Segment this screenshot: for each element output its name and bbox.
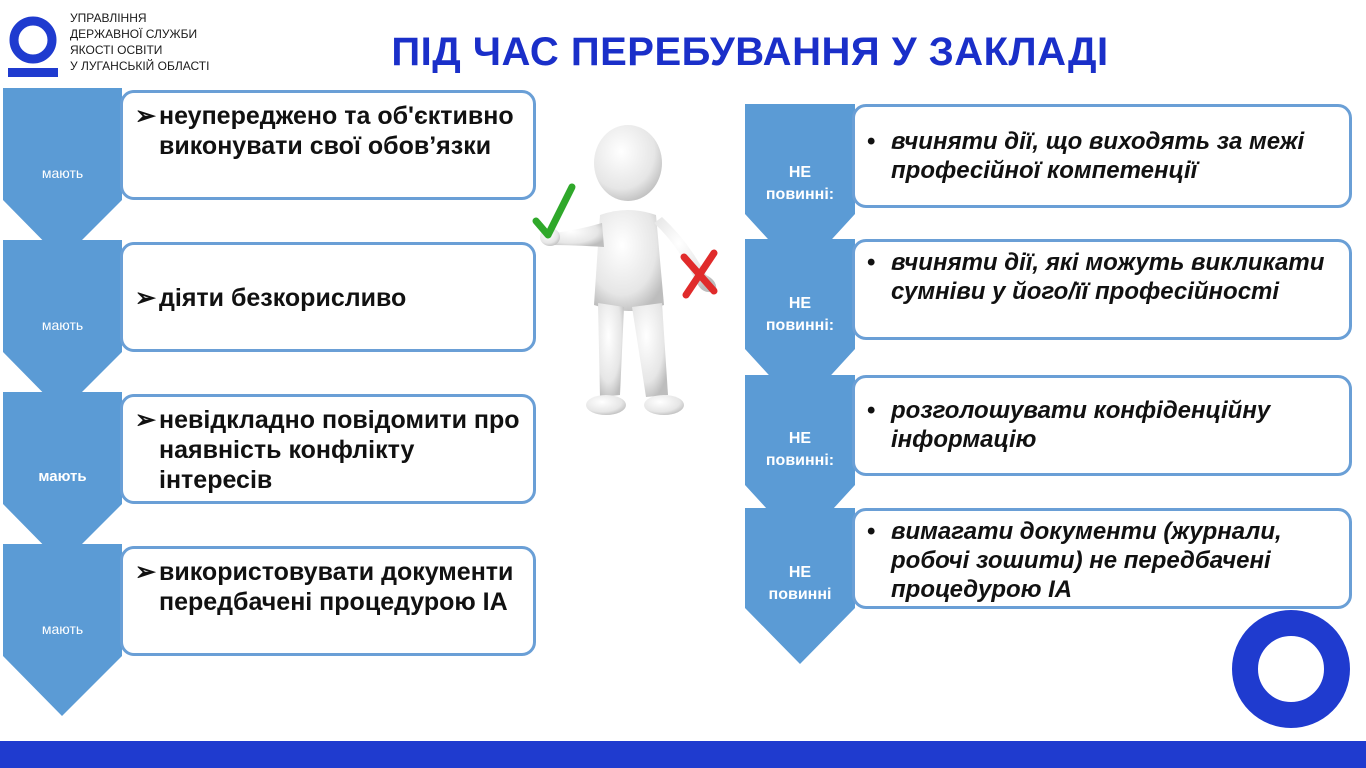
restriction-tag (745, 428, 855, 472)
restriction-text: вимагати документи (журнали, робочі зошити) не передбачені процедурою ІА (891, 518, 1282, 603)
logo-mark-icon (8, 10, 58, 80)
duty-tag: мають (41, 165, 84, 181)
duty-row (0, 88, 540, 260)
restriction-text: вчиняти дії, що виходять за межі професійної компетенції (891, 128, 1305, 184)
bullet-icon: • (867, 128, 876, 155)
restriction-box (852, 375, 1352, 476)
org-line: У ЛУГАНСЬКІЙ ОБЛАСТІ (70, 59, 210, 73)
person-figure-icon (528, 105, 738, 425)
restriction-tag (745, 293, 855, 337)
restriction-tag-line: НЕ (788, 430, 812, 447)
restriction-tag-line: повинні: (765, 317, 835, 334)
bullet-icon: • (867, 397, 876, 424)
restriction-text: вчиняти дії, які можуть викликати сумніви у його/її професійності (891, 249, 1325, 305)
restriction-box (852, 508, 1352, 609)
duty-row (0, 240, 540, 412)
restriction-tag (745, 162, 855, 206)
duty-tag: мають (41, 317, 84, 333)
cross-icon (684, 253, 714, 295)
bullet-icon: • (867, 249, 876, 276)
duty-text: діяти безкорисливо (159, 284, 407, 312)
arrow-bullet-icon: ➢ (135, 406, 156, 434)
restriction-box (852, 104, 1352, 208)
restriction-tag-line: повинні: (765, 452, 835, 469)
restriction-tag-line: повинні (768, 586, 832, 603)
restriction-tag-line: НЕ (788, 164, 812, 181)
duty-tag: мають (38, 468, 87, 485)
org-line: УПРАВЛІННЯ (70, 11, 147, 25)
duty-box (120, 546, 536, 656)
duty-text: неупереджено та об'єктивно виконувати свої обов’язки (159, 102, 514, 160)
bottom-brand-bar (0, 741, 1366, 768)
bullet-icon: • (867, 518, 876, 545)
org-line: ДЕРЖАВНОЇ СЛУЖБИ (70, 27, 198, 41)
checkmark-icon (536, 187, 572, 235)
arrow-bullet-icon: ➢ (135, 558, 156, 586)
arrow-bullet-icon: ➢ (135, 284, 156, 312)
duty-text: використовувати документи передбачені процедурою ІА (159, 558, 514, 616)
duty-box (120, 242, 536, 352)
restriction-box (852, 239, 1352, 340)
arrow-bullet-icon: ➢ (135, 102, 156, 130)
restriction-tag-line: повинні: (765, 186, 835, 203)
restriction-tag (745, 562, 855, 606)
restriction-tag-line: НЕ (788, 564, 812, 581)
organization-name (70, 10, 209, 74)
restriction-text: розголошувати конфіденційну інформацію (891, 397, 1271, 453)
duty-row (0, 544, 540, 716)
page-title: ПІД ЧАС ПЕРЕБУВАННЯ У ЗАКЛАДІ (391, 30, 1109, 74)
duty-text: невідкладно повідомити про наявність конфлікту інтересів (159, 406, 520, 494)
duty-box (120, 394, 536, 504)
restriction-tag-line: НЕ (788, 295, 812, 312)
ring-icon (1232, 610, 1350, 728)
duty-tag: мають (41, 621, 84, 637)
duty-box (120, 90, 536, 200)
org-line: ЯКОСТІ ОСВІТИ (70, 43, 163, 57)
duty-row (0, 392, 540, 564)
